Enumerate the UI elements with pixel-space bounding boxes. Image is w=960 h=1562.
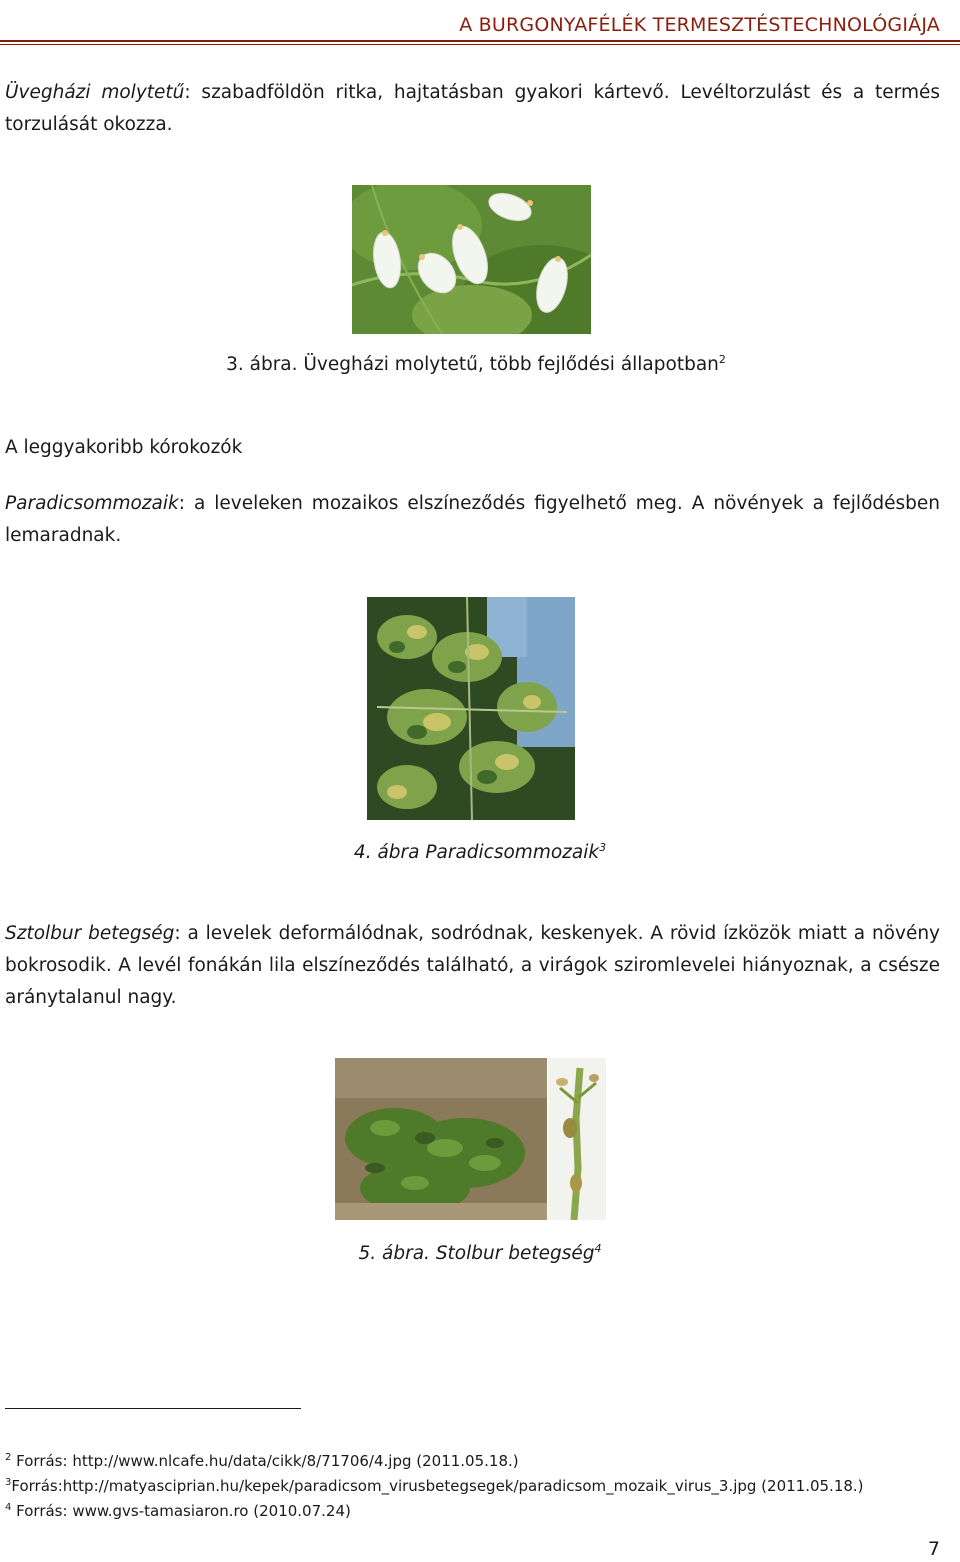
paragraph-stolbur-text: : a levelek deformálódnak, sodródnak, keskenyek. A rövid ízközök miatt a növény bokrosodik. A levél fonákán lila elszíneződés található, a virágok sziromlevelei hiányoznak, a csésze aránytalanul nagy. <box>5 923 941 1008</box>
figure-4-caption <box>0 842 960 863</box>
footnote-2-number: 2 <box>5 1452 12 1463</box>
paragraph-stolbur <box>5 918 940 1014</box>
whitefly-photo <box>352 185 591 334</box>
header-rule-thin <box>0 44 960 45</box>
mosaic-photo <box>367 597 575 820</box>
header-rule <box>0 40 960 42</box>
paragraph-whitefly-text: : szabadföldön ritka, hajtatásban gyakori kártevő. Levéltorzulást és a termés torzulását okozza. <box>5 82 941 135</box>
figure-mosaic-image <box>367 597 575 820</box>
footnote-2-text: Forrás: http://www.nlcafe.hu/data/cikk/8/71706/4.jpg (2011.05.18.) <box>11 1452 519 1470</box>
footnote-2 <box>5 1451 519 1471</box>
footnote-3 <box>5 1476 864 1496</box>
figure-5-caption <box>0 1243 960 1264</box>
figure-4-caption-text: 4. ábra Paradicsommozaik <box>353 842 600 863</box>
figure-3-caption-text: 3. ábra. Üvegházi molytetű, több fejlődési állapotban <box>226 354 719 375</box>
running-header: A BURGONYAFÉLÉK TERMESZTÉSTECHNOLÓGIÁJA <box>459 14 940 36</box>
section-heading-pathogens: A leggyakoribb kórokozók <box>5 437 243 458</box>
footnote-4-text: Forrás: www.gvs-tamasiaron.ro (2010.07.24) <box>11 1502 351 1520</box>
footnote-3-number: 3 <box>5 1477 12 1488</box>
footnote-4-number: 4 <box>5 1502 12 1513</box>
stolbur-field-photo <box>335 1058 547 1220</box>
paragraph-whitefly <box>5 77 940 141</box>
footnote-separator <box>5 1408 301 1409</box>
figure-4-footnote-ref: 3 <box>599 840 607 854</box>
paragraph-tomato-mosaic <box>5 488 940 552</box>
figure-3-footnote-ref: 2 <box>718 352 726 366</box>
page-number: 7 <box>927 1538 940 1560</box>
term-tomato-mosaic: Paradicsommozaik <box>5 493 179 514</box>
figure-3-caption <box>0 354 956 375</box>
footnote-4 <box>5 1501 351 1521</box>
paragraph-tomato-mosaic-text: : a leveleken mozaikos elszíneződés figyelhető meg. A növények a fejlődésben lemaradnak. <box>5 493 940 546</box>
figure-whitefly-image <box>352 185 591 334</box>
figure-stolbur-stem-image <box>548 1058 606 1220</box>
stolbur-stem-photo <box>548 1058 606 1220</box>
figure-5-caption-text: 5. ábra. Stolbur betegség <box>358 1243 595 1264</box>
footnote-3-text: Forrás:http://matyasciprian.hu/kepek/paradicsom_virusbetegsegek/paradicsom_mozaik_virus_3.jpg (2011.05.18.) <box>11 1477 864 1495</box>
term-whitefly: Üvegházi molytetű <box>5 82 185 103</box>
figure-5-footnote-ref: 4 <box>594 1241 602 1255</box>
term-stolbur: Sztolbur betegség <box>5 923 175 944</box>
figure-stolbur-field-image <box>335 1058 547 1220</box>
